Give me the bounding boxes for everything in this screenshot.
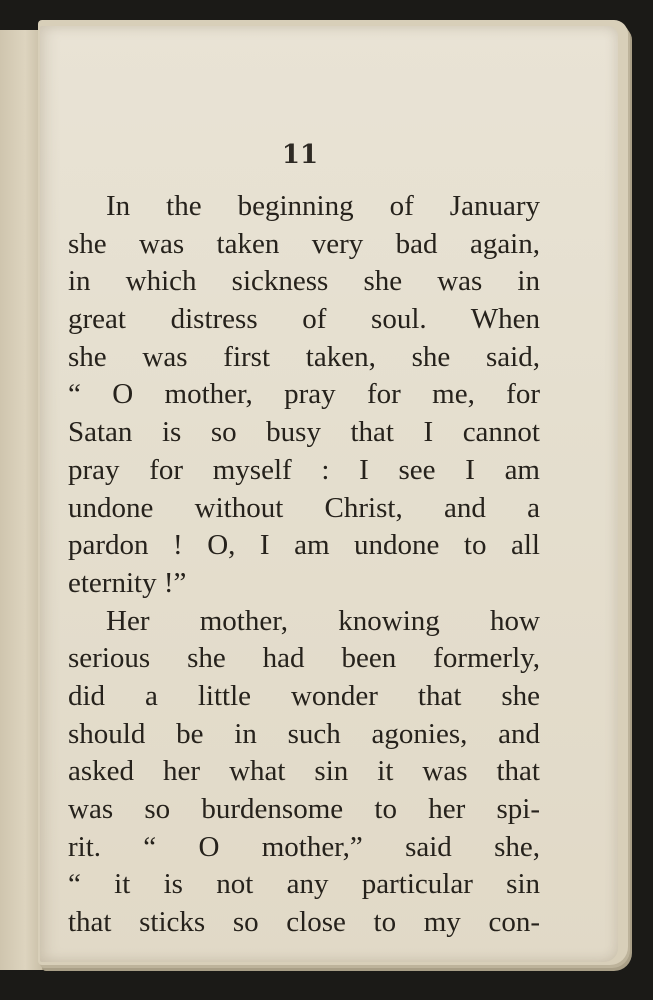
text-line: rit. “ O mother,” said she, (68, 830, 540, 863)
text-line: eternity !” (68, 566, 187, 599)
text-line: “ O mother, pray for me, for (68, 378, 540, 411)
text-line: great distress of soul. When (68, 303, 540, 336)
text-line: she was taken very bad again, (68, 227, 540, 260)
text-line: did a little wonder that she (68, 679, 540, 712)
text-line: Satan is so busy that I cannot (68, 416, 540, 449)
text-line: In the beginning of January (106, 190, 540, 222)
text-line: should be in such agonies, and (68, 717, 540, 750)
page-number: 11 (281, 140, 319, 170)
text-line: she was first taken, she said, (68, 340, 540, 373)
text-line: in which sickness she was in (68, 265, 540, 298)
text-line: undone without Christ, and a (68, 491, 540, 524)
text-line: asked her what sin it was that (68, 755, 540, 788)
page-text (68, 188, 540, 942)
text-line: pardon ! O, I am undone to all (68, 529, 540, 562)
text-line: Her mother, knowing how (106, 604, 540, 637)
text-line: that sticks so close to my con- (68, 906, 540, 939)
text-line: serious she had been formerly, (68, 642, 540, 675)
left-page-edge (0, 30, 43, 970)
text-line: “ it is not any particular sin (68, 868, 540, 901)
text-line: pray for myself : I see I am (68, 453, 540, 486)
text-line: was so burdensome to her spi- (68, 793, 540, 825)
